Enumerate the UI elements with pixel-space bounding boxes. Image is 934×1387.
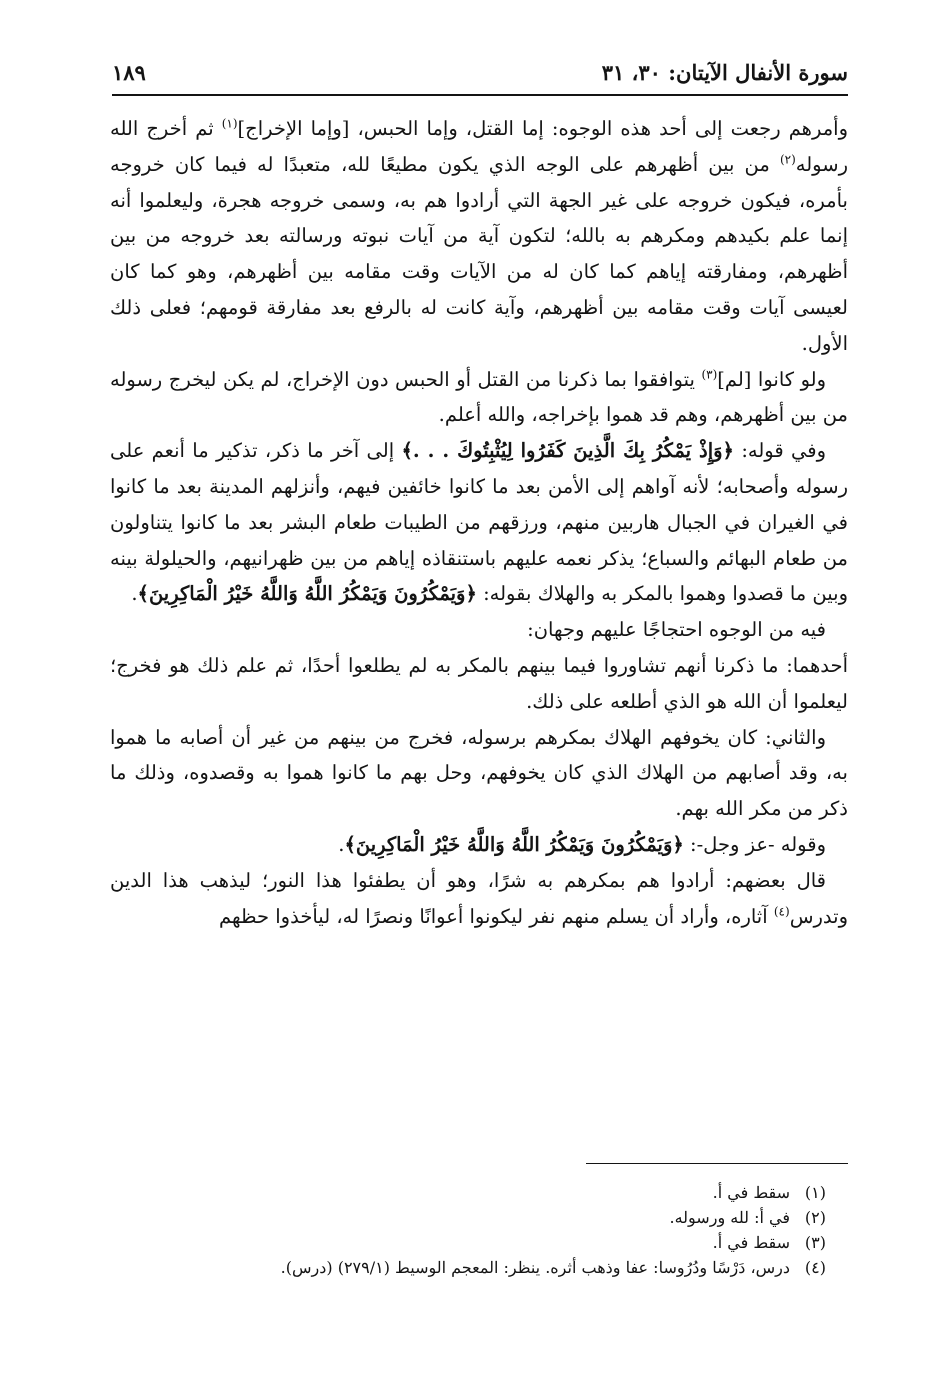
paragraph-text: ثم أخرج الله رسوله xyxy=(110,117,848,176)
footnote-text: سقط في أ. xyxy=(712,1183,790,1202)
page-number: ١٨٩ xyxy=(112,60,146,85)
paragraph-text: من بين أظهرهم على الوجه الذي يكون مطيعًا لله، متعبدًا له فيما كان خروجه بأمره، فيكون خروجه على غير الجهة التي أرادوا هم به، وسمى خروجه هجرة، وليعلموا أنه إنما علم بكيدهم ومكرهم به بالله؛ لتكون آية من آيات نبوته ورسالته بعد خروجه من بين أظهرهم، ومفارقته إياهم كما كان له من الآيات وقت مقامه بين أظهرهم، وهو كما كان لعيسى آيات وقت مقامه بين أظهرهم، وآية كانت له بالرفع بعد مفارقة قومهم؛ فعلى ذلك الأول. xyxy=(110,152,848,355)
footnote-text: درس، دَرْسًا ودُرُوسا: عفا وذهب أثره. ينظر: المعجم الوسيط (٢٧٩/١) (درس). xyxy=(280,1258,790,1277)
paragraph-text: وقوله -عز وجل-: xyxy=(683,832,826,856)
paragraph-text: . xyxy=(131,582,138,606)
header-rule xyxy=(112,94,848,96)
paragraph-text: ولو كانوا [لم] xyxy=(717,367,826,391)
footnote-ref: (٣) xyxy=(701,367,718,382)
footnote-ref: (٤) xyxy=(773,904,790,919)
paragraph-text: وفي قوله: xyxy=(733,439,827,463)
header-title: سورة الأنفال الآيتان: ٣٠، ٣١ xyxy=(601,60,848,85)
paragraph xyxy=(110,362,848,434)
paragraph-text: أحدهما: ما ذكرنا أنهم تشاوروا فيما بينهم بالمكر به لم يطلعوا أحدًا، ثم علم ذلك هو فخرج؛ ليعلموا أن الله هو الذي أطلعه على ذلك. xyxy=(110,653,848,713)
paragraph xyxy=(110,612,848,648)
footnote-item xyxy=(110,1255,848,1280)
paragraph xyxy=(110,648,848,720)
quran-verse: ﴿وَيَمْكُرُونَ وَيَمْكُرُ اللَّهُ وَاللَّهُ خَيْرُ الْمَاكِرِينَ﴾ xyxy=(344,832,684,856)
paragraph-text: فيه من الوجوه احتجاجًا عليهم وجهان: xyxy=(527,618,826,642)
footnote-ref: (٢) xyxy=(779,152,796,167)
footnote-text: في أ: لله ورسوله. xyxy=(669,1208,790,1227)
paragraph-text: وأمرهم رجعت إلى أحد هذه الوجوه: إما القتل، وإما الحبس، [وإما الإخراج] xyxy=(237,117,848,140)
paragraph xyxy=(110,863,848,935)
footnote-number: (٤) xyxy=(804,1258,826,1277)
quran-verse: ﴿وَإِذْ يَمْكُرُ بِكَ الَّذِينَ كَفَرُوا لِيُثْبِتُوكَ . . .﴾ xyxy=(401,439,734,463)
footnote-separator xyxy=(586,1163,848,1164)
footnote-item xyxy=(110,1205,848,1230)
running-header xyxy=(112,58,848,92)
footnote-number: (٢) xyxy=(804,1208,826,1227)
paragraph xyxy=(110,433,848,612)
paragraph xyxy=(110,827,848,863)
quran-verse: ﴿وَيَمْكُرُونَ وَيَمْكُرُ اللَّهُ وَاللَّهُ خَيْرُ الْمَاكِرِينَ﴾ xyxy=(137,582,477,606)
paragraph-text: والثاني: كان يخوفهم الهلاك بمكرهم برسوله، فخرج من بينهم من غير أن أصابه ما هموا به، وقد أصابهم من الهلاك الذي كان يخوفهم، وحل بهم ما كانوا هموا به وقصدوه، وذلك ما ذكر من مكر الله بهم. xyxy=(110,725,848,821)
paragraph xyxy=(110,111,848,362)
footnotes xyxy=(110,1180,848,1280)
footnote-text: سقط في أ. xyxy=(712,1233,790,1252)
footnote-item xyxy=(110,1180,848,1205)
footnote-item xyxy=(110,1230,848,1255)
paragraph-text: يتوافقوا بما ذكرنا من القتل أو الحبس دون الإخراج، لم يكن ليخرج رسوله من بين أظهرهم، وهم قد هموا بإخراجه، والله أعلم. xyxy=(110,367,848,427)
paragraph-text: . xyxy=(338,832,345,856)
paragraph xyxy=(110,720,848,827)
paragraph-text: إلى آخر ما ذكر، تذكير ما أنعم على رسوله وأصحابه؛ لأنه آواهم إلى الأمن بعد ما كانوا خائفين فيهم، وأنزلهم المدينة بعد ما كانوا في الغيران في الجبال هاربين منهم، ورزقهم من الطيبات طعام البشر بعد ما كانوا يتناولون من طعام البهائم والسباع؛ يذكر نعمه عليهم باستنقاذه إياهم من بين ظهرانيهم، والحيلولة بينه وبين ما قصدوا وهموا بالمكر به والهلاك بقوله: xyxy=(110,439,848,606)
paragraph-text: آثاره، وأراد أن يسلم منهم نفر ليكونوا أعوانًا ونصرًا له، ليأخذوا حظهم xyxy=(219,904,774,928)
footnote-ref: (١) xyxy=(221,116,238,131)
footnote-number: (٣) xyxy=(804,1233,826,1252)
main-text xyxy=(110,111,848,934)
paragraph-text: قال بعضهم: أرادوا هم بمكرهم به شرًا، وهو أن يطفئوا هذا النور؛ ليذهب هذا الدين وتدرس xyxy=(110,868,848,928)
footnote-number: (١) xyxy=(804,1183,826,1202)
